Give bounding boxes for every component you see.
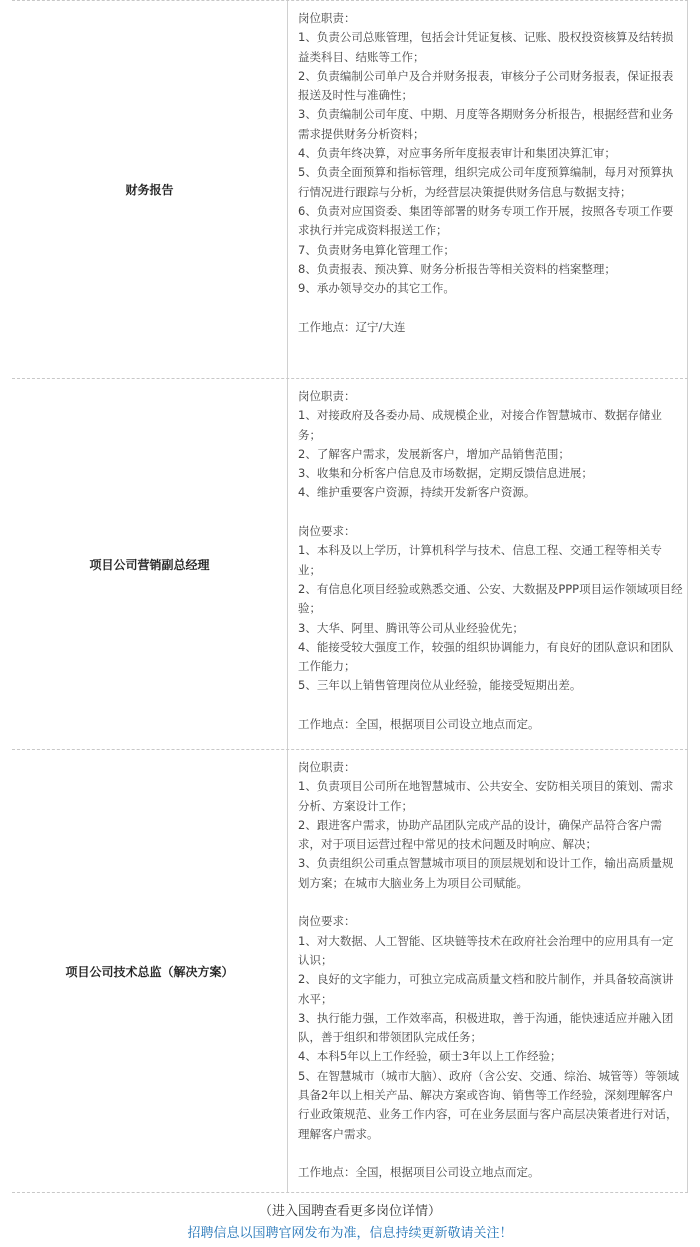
list-item: 6、负责对应国资委、集团等部署的财务专项工作开展，按照各专项工作要求执行并完成资料报送工作；: [298, 203, 674, 238]
list-item: 2、负责编制公司单户及合并财务报表，审核分子公司财务报表，保证报表报送及时性与准确性；: [298, 68, 674, 103]
section-heading: 岗位要求：: [298, 914, 356, 929]
recruitment-notice: 招聘信息以国聘官网发布为准，信息持续更新敬请关注！: [187, 1226, 513, 1241]
section-heading: 岗位职责：: [298, 11, 356, 25]
list-item: 5、负责全面预算和指标管理，组织完成公司年度预算编制，每月对预算执行情况进行跟踪与分析，为经营层决策提供财务信息与数据支持；: [298, 165, 674, 199]
job-row-financial-report: [12, 0, 688, 379]
job-title: 项目公司营销副总经理: [12, 379, 288, 749]
list-item: 8、负责报表、预决算、财务分析报告等相关资料的档案整理；: [298, 261, 616, 276]
job-description: [288, 379, 688, 749]
list-item: 7、负责财务电算化管理工作；: [298, 242, 455, 257]
job-row-marketing-vp: [12, 379, 688, 750]
list-item: 1、负责项目公司所在地智慧城市、公共安全、安防相关项目的策划、需求分析、方案设计工作；: [298, 779, 674, 813]
section-heading: 岗位职责：: [298, 760, 356, 774]
list-item: 3、负责编制公司年度、中期、月度等各期财务分析报告，根据经营和业务需求提供财务分析资料；: [298, 107, 674, 141]
list-item: 1、本科及以上学历，计算机科学与技术、信息工程、交通工程等相关专业；: [298, 543, 662, 577]
job-title: 项目公司技术总监（解决方案）: [12, 750, 288, 1192]
work-location: 工作地点：全国，根据项目公司设立地点而定。: [298, 1165, 540, 1180]
list-item: 9、承办领导交办的其它工作。: [298, 281, 455, 296]
list-item: 1、对接政府及各委办局、成规模企业，对接合作智慧城市、数据存储业务；: [298, 408, 662, 442]
list-item: 2、跟进客户需求，协助产品团队完成产品的设计，确保产品符合客户需求，对于项目运营过程中常见的技术问题及时响应、解决；: [298, 817, 662, 852]
list-item: 2、有信息化项目经验或熟悉交通、公安、大数据及PPP项目运作领域项目经验；: [298, 581, 683, 616]
work-location: 工作地点：辽宁/大连: [298, 319, 406, 334]
section-heading: 岗位职责：: [298, 389, 356, 403]
list-item: 3、大华、阿里、腾讯等公司从业经验优先；: [298, 620, 524, 635]
list-item: 4、负责年终决算，对应事务所年度报表审计和集团决算汇审；: [298, 146, 616, 161]
list-item: 1、对大数据、人工智能、区块链等技术在政府社会治理中的应用具有一定认识；: [298, 933, 674, 967]
list-item: 3、收集和分析客户信息及市场数据，定期反馈信息进展；: [298, 466, 593, 481]
list-item: 2、良好的文字能力，可独立完成高质量文档和胶片制作，并具备较高演讲水平；: [298, 972, 674, 1006]
job-title: 财务报告: [12, 1, 288, 378]
list-item: 4、本科5年以上工作经验，硕士3年以上工作经验；: [298, 1049, 562, 1064]
section-heading: 岗位要求：: [298, 524, 356, 539]
list-item: 5、三年以上销售管理岗位从业经验，能接受短期出差。: [298, 678, 582, 693]
list-item: 4、维护重要客户资源，持续开发新客户资源。: [298, 485, 536, 500]
list-item: 2、了解客户需求，发展新客户，增加产品销售范围；: [298, 446, 570, 461]
work-location: 工作地点：全国，根据项目公司设立地点而定。: [298, 717, 540, 732]
job-row-technical-director: [12, 750, 688, 1193]
job-table: [12, 0, 688, 1193]
list-item: 1、负责公司总账管理，包括会计凭证复核、记账、股权投资核算及结转损益类科目、结账等工作；: [298, 30, 674, 64]
more-jobs-link[interactable]: （进入国聘查看更多岗位详情）: [258, 1204, 441, 1219]
list-item: 5、在智慧城市（城市大脑）、政府（含公安、交通、综治、城管等）等领域具备2年以上相关产品、解决方案或咨询、销售等工作经验，深刻理解客户行业政策规范、业务工作内容，可在业务层面与客户高层决策者进行对话，理解客户需求。: [298, 1068, 680, 1141]
list-item: 3、执行能力强，工作效率高，积极进取，善于沟通，能快速适应并融入团队，善于组织和带领团队完成任务；: [298, 1010, 674, 1045]
job-description: [288, 1, 688, 378]
job-description: [288, 750, 688, 1192]
list-item: 3、负责组织公司重点智慧城市项目的顶层规划和设计工作，输出高质量规划方案；在城市大脑业务上为项目公司赋能。: [298, 856, 674, 890]
list-item: 4、能接受较大强度工作，较强的组织协调能力，有良好的团队意识和团队工作能力；: [298, 639, 674, 674]
